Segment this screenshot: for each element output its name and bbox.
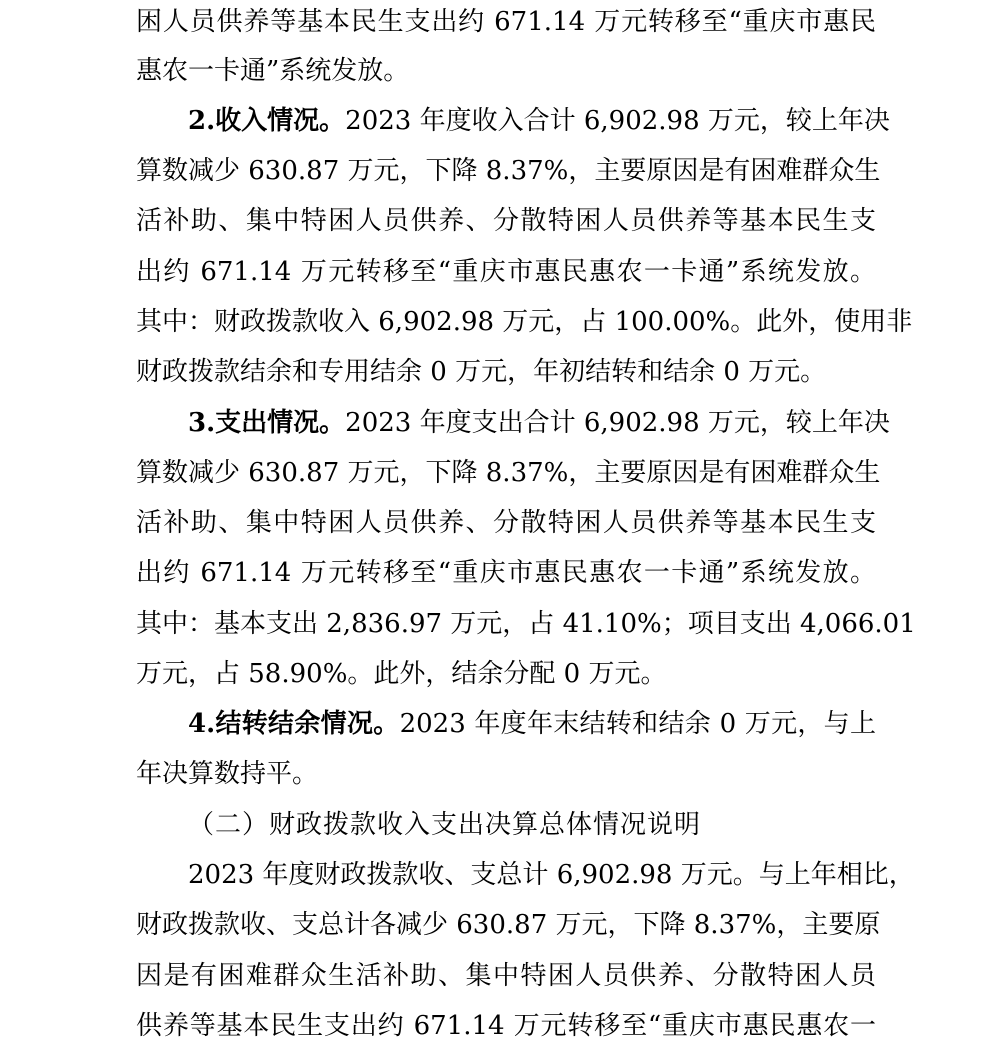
text-line: 供养等基本民生支出约 671.14 万元转移至“重庆市惠民惠农一 xyxy=(136,1011,876,1041)
section-heading-income: 2.收入情况。 xyxy=(188,106,346,136)
text-line: 惠农一卡通”系统发放。 xyxy=(136,56,410,86)
text-line: 万元，占 58.90%。此外，结余分配 0 万元。 xyxy=(136,659,667,689)
text-line: 活补助、集中特困人员供养、分散特困人员供养等基本民生支 xyxy=(136,206,876,236)
text-line: 困人员供养等基本民生支出约 671.14 万元转移至“重庆市惠民 xyxy=(136,7,876,37)
text-line: 出约 671.14 万元转移至“重庆市惠民惠农一卡通”系统发放。 xyxy=(136,558,876,588)
text-line: 活补助、集中特困人员供养、分散特困人员供养等基本民生支 xyxy=(136,508,876,538)
text-span: 2023 年度年末结转和结余 0 万元，与上 xyxy=(399,709,876,739)
text-line: 财政拨款收、支总计各减少 630.87 万元，下降 8.37%，主要原 xyxy=(136,910,881,940)
text-line: 其中：财政拨款收入 6,902.98 万元，占 100.00%。此外，使用非 xyxy=(136,307,913,337)
text-line: 出约 671.14 万元转移至“重庆市惠民惠农一卡通”系统发放。 xyxy=(136,257,876,287)
paragraph-line xyxy=(188,101,890,141)
text-line: 因是有困难群众生活补助、集中特困人员供养、分散特困人员 xyxy=(136,961,876,991)
text-line: 算数减少 630.87 万元，下降 8.37%，主要原因是有困难群众生 xyxy=(136,156,881,186)
paragraph-line xyxy=(188,403,890,443)
text-line: 年决算数持平。 xyxy=(136,759,319,789)
text-line: 2023 年度财政拨款收、支总计 6,902.98 万元。与上年相比， xyxy=(188,860,915,890)
paragraph-line xyxy=(188,704,876,744)
text-line: 算数减少 630.87 万元，下降 8.37%，主要原因是有困难群众生 xyxy=(136,458,881,488)
text-line: 财政拨款结余和专用结余 0 万元，年初结转和结余 0 万元。 xyxy=(136,357,827,387)
text-span: 2023 年度支出合计 6,902.98 万元，较上年决 xyxy=(345,408,890,438)
section-title: （二）财政拨款收入支出决算总体情况说明 xyxy=(188,810,702,840)
text-line: 其中：基本支出 2,836.97 万元，占 41.10%；项目支出 4,066.01 xyxy=(136,609,916,639)
section-heading-carryover: 4.结转结余情况。 xyxy=(188,709,400,739)
section-heading-expenditure: 3.支出情况。 xyxy=(188,408,346,438)
text-span: 2023 年度收入合计 6,902.98 万元，较上年决 xyxy=(345,106,890,136)
